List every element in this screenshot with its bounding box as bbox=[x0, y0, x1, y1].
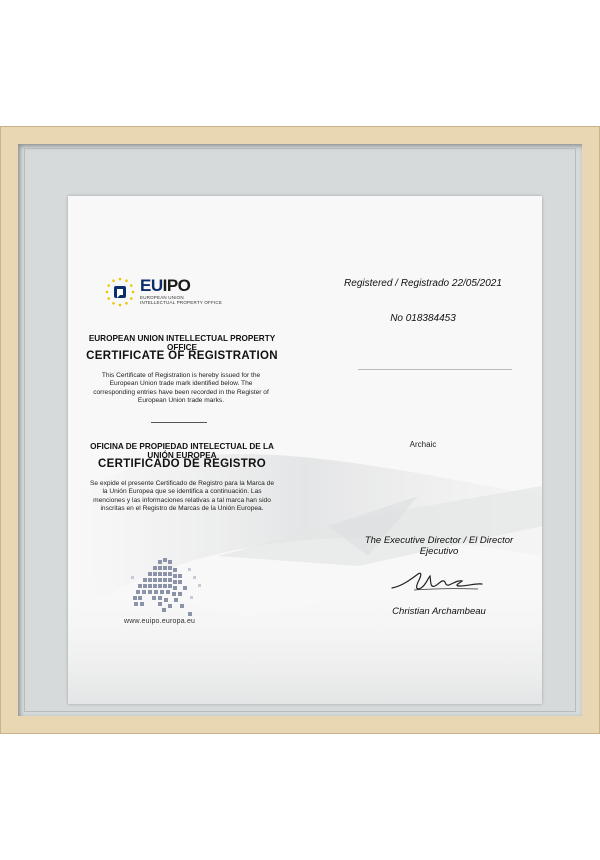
english-body: This Certificate of Registration is hereby issued for the European Union trade mark identified below. The corresponding entries have been recorded in the Register of European Union trade marks. bbox=[93, 372, 269, 405]
spanish-body: Se expide el presente Certificado de Registro para la Marca de la Unión Europea que se identifica a continuación. Las menciones y las informaciones relativas a tal marca han sido inscritas en el Registro de Marcas de la Unión Europea. bbox=[90, 480, 274, 513]
signatory-role: The Executive Director / El Director Ejecutivo bbox=[364, 535, 514, 557]
spanish-organization: OFICINA DE PROPIEDAD INTELECTUAL DE LA UNIÓN EUROPEA bbox=[90, 442, 274, 460]
mark-rule bbox=[358, 369, 512, 370]
registration-number: No 018384453 bbox=[390, 313, 456, 324]
website-link[interactable]: www.euipo.europa.eu bbox=[124, 618, 196, 625]
europe-map-graphic bbox=[128, 556, 210, 620]
logo-subtitle-line1: EUROPEAN UNION bbox=[140, 295, 184, 300]
signature-graphic bbox=[388, 566, 488, 596]
english-title: CERTIFICATE OF REGISTRATION bbox=[86, 350, 278, 362]
registration-date: Registered / Registrado 22/05/2021 bbox=[344, 278, 502, 289]
english-organization: EUROPEAN UNION INTELLECTUAL PROPERTY OFFICE bbox=[88, 334, 276, 352]
trade-mark-name: Archaic bbox=[409, 440, 437, 449]
logo-subtitle bbox=[140, 295, 222, 305]
brand-eu: EU bbox=[140, 276, 163, 295]
logo-subtitle-line2: INTELLECTUAL PROPERTY OFFICE bbox=[140, 300, 223, 305]
signatory-name: Christian Archambeau bbox=[392, 606, 486, 617]
euipo-stars-logo bbox=[104, 276, 136, 308]
spanish-title: CERTIFICADO DE REGISTRO bbox=[98, 458, 266, 470]
brand-ipo: IPO bbox=[162, 276, 191, 295]
euipo-wordmark bbox=[140, 276, 190, 296]
section-divider bbox=[151, 422, 207, 423]
